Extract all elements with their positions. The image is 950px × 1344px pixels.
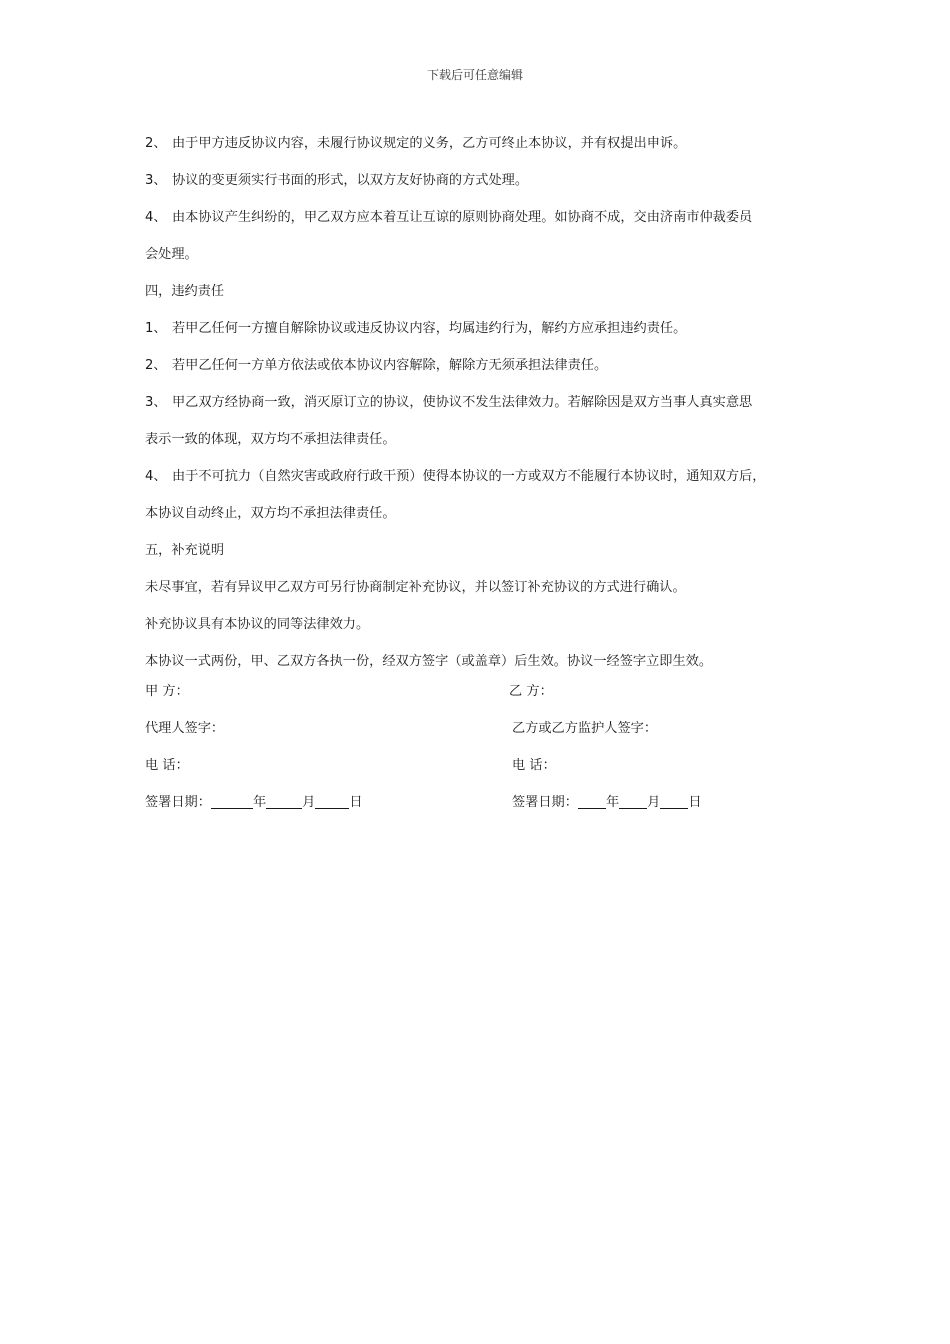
breach-item-2 xyxy=(145,347,825,384)
party-b-label: 乙 方： xyxy=(509,684,553,699)
month-blank xyxy=(619,794,647,809)
day-blank xyxy=(660,794,688,809)
day-label: 日 xyxy=(349,795,363,810)
party-a-sign-date xyxy=(145,784,363,821)
item-number: 3、 xyxy=(145,395,167,410)
clause-3 xyxy=(145,162,825,199)
date-label: 签署日期： xyxy=(512,795,578,810)
clause-4-continuation: 会处理。 xyxy=(145,247,198,262)
agent-signature-label: 代理人签字： xyxy=(145,721,225,736)
section-heading-breach: 四，违约责任 xyxy=(145,284,225,299)
item-text: 甲乙双方经协商一致，消灭原订立的协议，使协议不发生法律效力。若解除因是双方当事人真实意思 xyxy=(172,395,753,410)
breach-item-3 xyxy=(145,384,825,421)
year-label: 年 xyxy=(605,795,620,810)
clause-2 xyxy=(145,125,825,162)
breach-item-1 xyxy=(145,310,825,347)
item-number: 4、 xyxy=(145,469,167,484)
clause-text: 协议的变更须实行书面的形式，以双方友好协商的方式处理。 xyxy=(172,173,529,188)
page-header: 下载后可任意编辑 xyxy=(426,68,523,82)
supplement-paragraph-2: 补充协议具有本协议的同等法律效力。 xyxy=(145,617,370,632)
guardian-signature-label: 乙方或乙方监护人签字： xyxy=(512,721,658,736)
item-text: 若甲乙任何一方擅自解除协议或违反协议内容，均属违约行为，解约方应承担违约责任。 xyxy=(172,321,687,336)
breach-item-4-continuation: 本协议自动终止，双方均不承担法律责任。 xyxy=(145,506,396,521)
item-text: 若甲乙任何一方单方依法或依本协议内容解除，解除方无须承担法律责任。 xyxy=(172,358,608,373)
clause-4 xyxy=(145,199,825,236)
year-blank xyxy=(578,794,606,809)
month-label: 月 xyxy=(302,795,316,810)
item-number: 2、 xyxy=(145,358,167,373)
party-b-phone-label: 电 话： xyxy=(512,758,556,773)
signature-party-row xyxy=(145,673,825,710)
section-heading-supplement: 五，补充说明 xyxy=(145,543,225,558)
party-a-phone-label: 电 话： xyxy=(145,758,189,773)
document-body xyxy=(145,125,825,680)
signature-date-row xyxy=(145,784,825,821)
day-label: 日 xyxy=(688,795,702,810)
item-number: 1、 xyxy=(145,321,167,336)
date-label: 签署日期： xyxy=(145,795,211,810)
clause-text: 由本协议产生纠纷的，甲乙双方应本着互让互谅的原则协商处理。如协商不成，交由济南市仲裁委员 xyxy=(172,210,753,225)
party-b-sign-date xyxy=(512,784,702,821)
supplement-paragraph-1: 未尽事宜，若有异议甲乙双方可另行协商制定补充协议，并以签订补充协议的方式进行确认。 xyxy=(145,580,686,595)
signature-block xyxy=(145,673,825,821)
clause-number: 4、 xyxy=(145,210,167,225)
party-a-label: 甲 方： xyxy=(145,684,189,699)
clause-number: 2、 xyxy=(145,136,167,151)
clause-text: 由于甲方违反协议内容，未履行协议规定的义务，乙方可终止本协议，并有权提出申诉。 xyxy=(172,136,687,151)
clause-number: 3、 xyxy=(145,173,167,188)
month-blank xyxy=(266,794,302,809)
month-label: 月 xyxy=(647,795,661,810)
signature-agent-row xyxy=(145,710,825,747)
supplement-paragraph-3: 本协议一式两份，甲、乙双方各执一份，经双方签字（或盖章）后生效。协议一经签字立即生效。 xyxy=(145,654,713,669)
year-label: 年 xyxy=(252,795,267,810)
breach-item-4 xyxy=(145,458,825,495)
signature-phone-row xyxy=(145,747,825,784)
year-blank xyxy=(211,794,253,809)
item-text: 由于不可抗力（自然灾害或政府行政干预）使得本协议的一方或双方不能履行本协议时，通知双方后， xyxy=(172,469,766,484)
day-blank xyxy=(315,794,349,809)
breach-item-3-continuation: 表示一致的体现，双方均不承担法律责任。 xyxy=(145,432,396,447)
